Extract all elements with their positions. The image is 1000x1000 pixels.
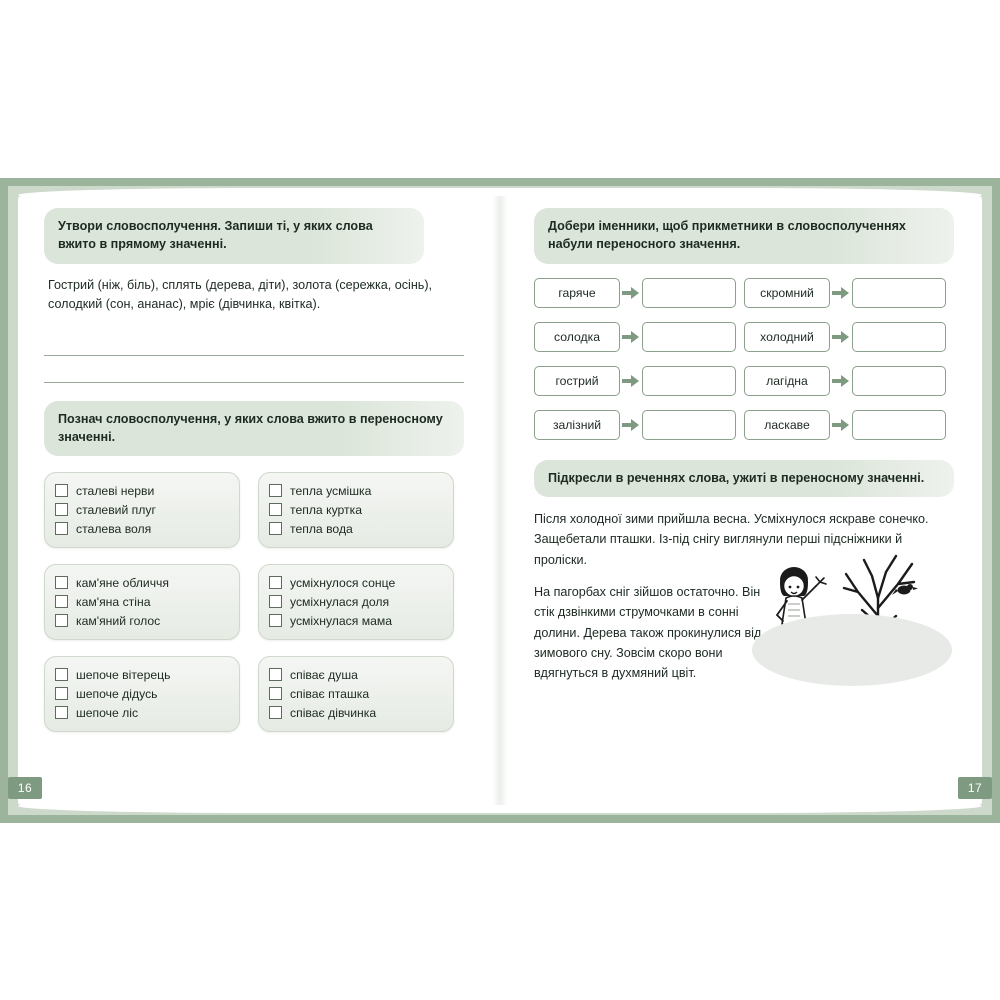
adjective-box: солодка	[534, 322, 620, 352]
arrow-right-icon	[832, 374, 850, 388]
answer-blank[interactable]	[852, 322, 946, 352]
pair-half	[744, 410, 954, 440]
checkbox-icon[interactable]	[269, 668, 282, 681]
arrow-right-icon	[832, 286, 850, 300]
task2-checkbox-groups	[44, 472, 464, 732]
adjective-box: гаряче	[534, 278, 620, 308]
checkbox-item[interactable]	[55, 481, 229, 500]
arrow-right-icon	[832, 330, 850, 344]
checkbox-icon[interactable]	[269, 687, 282, 700]
checkbox-label: тепла куртка	[290, 502, 362, 517]
checkbox-icon[interactable]	[55, 484, 68, 497]
checkbox-card	[258, 564, 454, 640]
page-number-right: 17	[958, 777, 992, 799]
checkbox-label: кам'яний голос	[76, 613, 161, 628]
checkbox-label: сталевий плуг	[76, 502, 156, 517]
answer-line[interactable]	[44, 356, 464, 383]
checkbox-icon[interactable]	[55, 576, 68, 589]
checkbox-row	[44, 656, 464, 732]
checkbox-icon[interactable]	[269, 576, 282, 589]
adjective-box: холодний	[744, 322, 830, 352]
checkbox-icon[interactable]	[55, 522, 68, 535]
checkbox-row	[44, 472, 464, 548]
checkbox-icon[interactable]	[55, 503, 68, 516]
spring-illustration	[746, 512, 958, 692]
checkbox-label: шепоче вітерець	[76, 667, 171, 682]
task4-paragraph-wide: Після холодної зими прийшла весна. Усміхнулося яскраве сонечко. Защебетали пташки. Із-під снігу виглянули перші підсніжники й проліски.	[534, 511, 929, 567]
checkbox-label: тепла усмішка	[290, 483, 372, 498]
adjective-box: залізний	[534, 410, 620, 440]
task1-instruction: Утвори словосполучення. Запиши ті, у яких слова вжито в прямому значенні.	[44, 208, 424, 264]
checkbox-label: сталеві нерви	[76, 483, 155, 498]
pair-half	[534, 366, 744, 396]
checkbox-label: співає душа	[290, 667, 358, 682]
checkbox-item[interactable]	[269, 573, 443, 592]
checkbox-card	[44, 656, 240, 732]
checkbox-item[interactable]	[269, 481, 443, 500]
checkbox-item[interactable]	[269, 684, 443, 703]
adjective-box: лагідна	[744, 366, 830, 396]
pair-half	[744, 278, 954, 308]
task4-paragraph-narrow: На пагорбах сніг зійшов остаточно. Він стік дзвінкими струмочками в сонні долини. Дерева також прокинулися від зимового сну. Зовсім скоро вони вдягнуться в духмяний цвіт.	[534, 584, 762, 681]
adjective-box: гострий	[534, 366, 620, 396]
pair-half	[744, 366, 954, 396]
checkbox-icon[interactable]	[269, 706, 282, 719]
checkbox-item[interactable]	[55, 592, 229, 611]
task2-instruction: Познач словосполучення, у яких слова вжито в переносному значенні.	[44, 401, 464, 457]
answer-blank[interactable]	[642, 322, 736, 352]
answer-blank[interactable]	[642, 366, 736, 396]
checkbox-icon[interactable]	[269, 614, 282, 627]
checkbox-item[interactable]	[269, 703, 443, 722]
pair-half	[534, 278, 744, 308]
checkbox-item[interactable]	[55, 703, 229, 722]
checkbox-label: шепоче ліс	[76, 705, 139, 720]
checkbox-icon[interactable]	[269, 595, 282, 608]
pair-row	[534, 322, 954, 352]
checkbox-icon[interactable]	[55, 706, 68, 719]
page-number-left: 16	[8, 777, 42, 799]
right-page-content	[534, 208, 954, 684]
pair-row	[534, 366, 954, 396]
answer-blank[interactable]	[852, 366, 946, 396]
checkbox-item[interactable]	[269, 500, 443, 519]
left-page-content	[44, 208, 464, 748]
checkbox-card	[44, 564, 240, 640]
checkbox-item[interactable]	[269, 611, 443, 630]
checkbox-icon[interactable]	[269, 503, 282, 516]
pair-row	[534, 278, 954, 308]
checkbox-card	[258, 472, 454, 548]
arrow-right-icon	[622, 374, 640, 388]
checkbox-item[interactable]	[269, 519, 443, 538]
task1-word-list: Гострий (ніж, біль), сплять (дерева, діти), золота (сережка, осінь), солодкий (сон, ананас), мріє (дівчинка, квітка).	[48, 277, 433, 312]
adjective-box: ласкаве	[744, 410, 830, 440]
checkbox-label: усміхнулася доля	[290, 594, 390, 609]
checkbox-label: співає дівчинка	[290, 705, 377, 720]
answer-line[interactable]	[44, 329, 464, 356]
arrow-right-icon	[622, 418, 640, 432]
checkbox-label: кам'яне обличчя	[76, 575, 170, 590]
checkbox-item[interactable]	[269, 592, 443, 611]
task4-instruction: Підкресли в реченнях слова, ужиті в переносному значенні.	[534, 460, 954, 497]
checkbox-card	[44, 472, 240, 548]
checkbox-label: співає пташка	[290, 686, 370, 701]
arrow-right-icon	[622, 286, 640, 300]
pair-half	[534, 410, 744, 440]
answer-blank[interactable]	[852, 410, 946, 440]
answer-blank[interactable]	[852, 278, 946, 308]
checkbox-label: усміхнулося сонце	[290, 575, 396, 590]
checkbox-row	[44, 564, 464, 640]
checkbox-icon[interactable]	[55, 614, 68, 627]
arrow-right-icon	[832, 418, 850, 432]
checkbox-icon[interactable]	[55, 668, 68, 681]
task4-body	[534, 509, 954, 684]
task3-instruction: Добери іменники, щоб прикметники в словосполученнях набули переносного значення.	[534, 208, 954, 264]
checkbox-card	[258, 656, 454, 732]
checkbox-icon[interactable]	[269, 522, 282, 535]
checkbox-label: сталева воля	[76, 521, 152, 536]
checkbox-item[interactable]	[55, 665, 229, 684]
pair-half	[744, 322, 954, 352]
checkbox-item[interactable]	[55, 500, 229, 519]
checkbox-label: шепоче дідусь	[76, 686, 158, 701]
checkbox-label: усміхнулася мама	[290, 613, 393, 628]
illustration-ground-blob	[752, 614, 952, 686]
checkbox-icon[interactable]	[55, 687, 68, 700]
checkbox-item[interactable]	[269, 665, 443, 684]
checkbox-icon[interactable]	[269, 484, 282, 497]
pair-row	[534, 410, 954, 440]
checkbox-item[interactable]	[55, 519, 229, 538]
pair-half	[534, 322, 744, 352]
answer-blank[interactable]	[642, 278, 736, 308]
checkbox-item[interactable]	[55, 611, 229, 630]
task1-answer-lines[interactable]	[44, 329, 464, 383]
arrow-right-icon	[622, 330, 640, 344]
checkbox-label: кам'яна стіна	[76, 594, 151, 609]
checkbox-item[interactable]	[55, 573, 229, 592]
checkbox-icon[interactable]	[55, 595, 68, 608]
answer-blank[interactable]	[642, 410, 736, 440]
task3-pair-rows	[534, 278, 954, 440]
adjective-box: скромний	[744, 278, 830, 308]
checkbox-label: тепла вода	[290, 521, 353, 536]
checkbox-item[interactable]	[55, 684, 229, 703]
